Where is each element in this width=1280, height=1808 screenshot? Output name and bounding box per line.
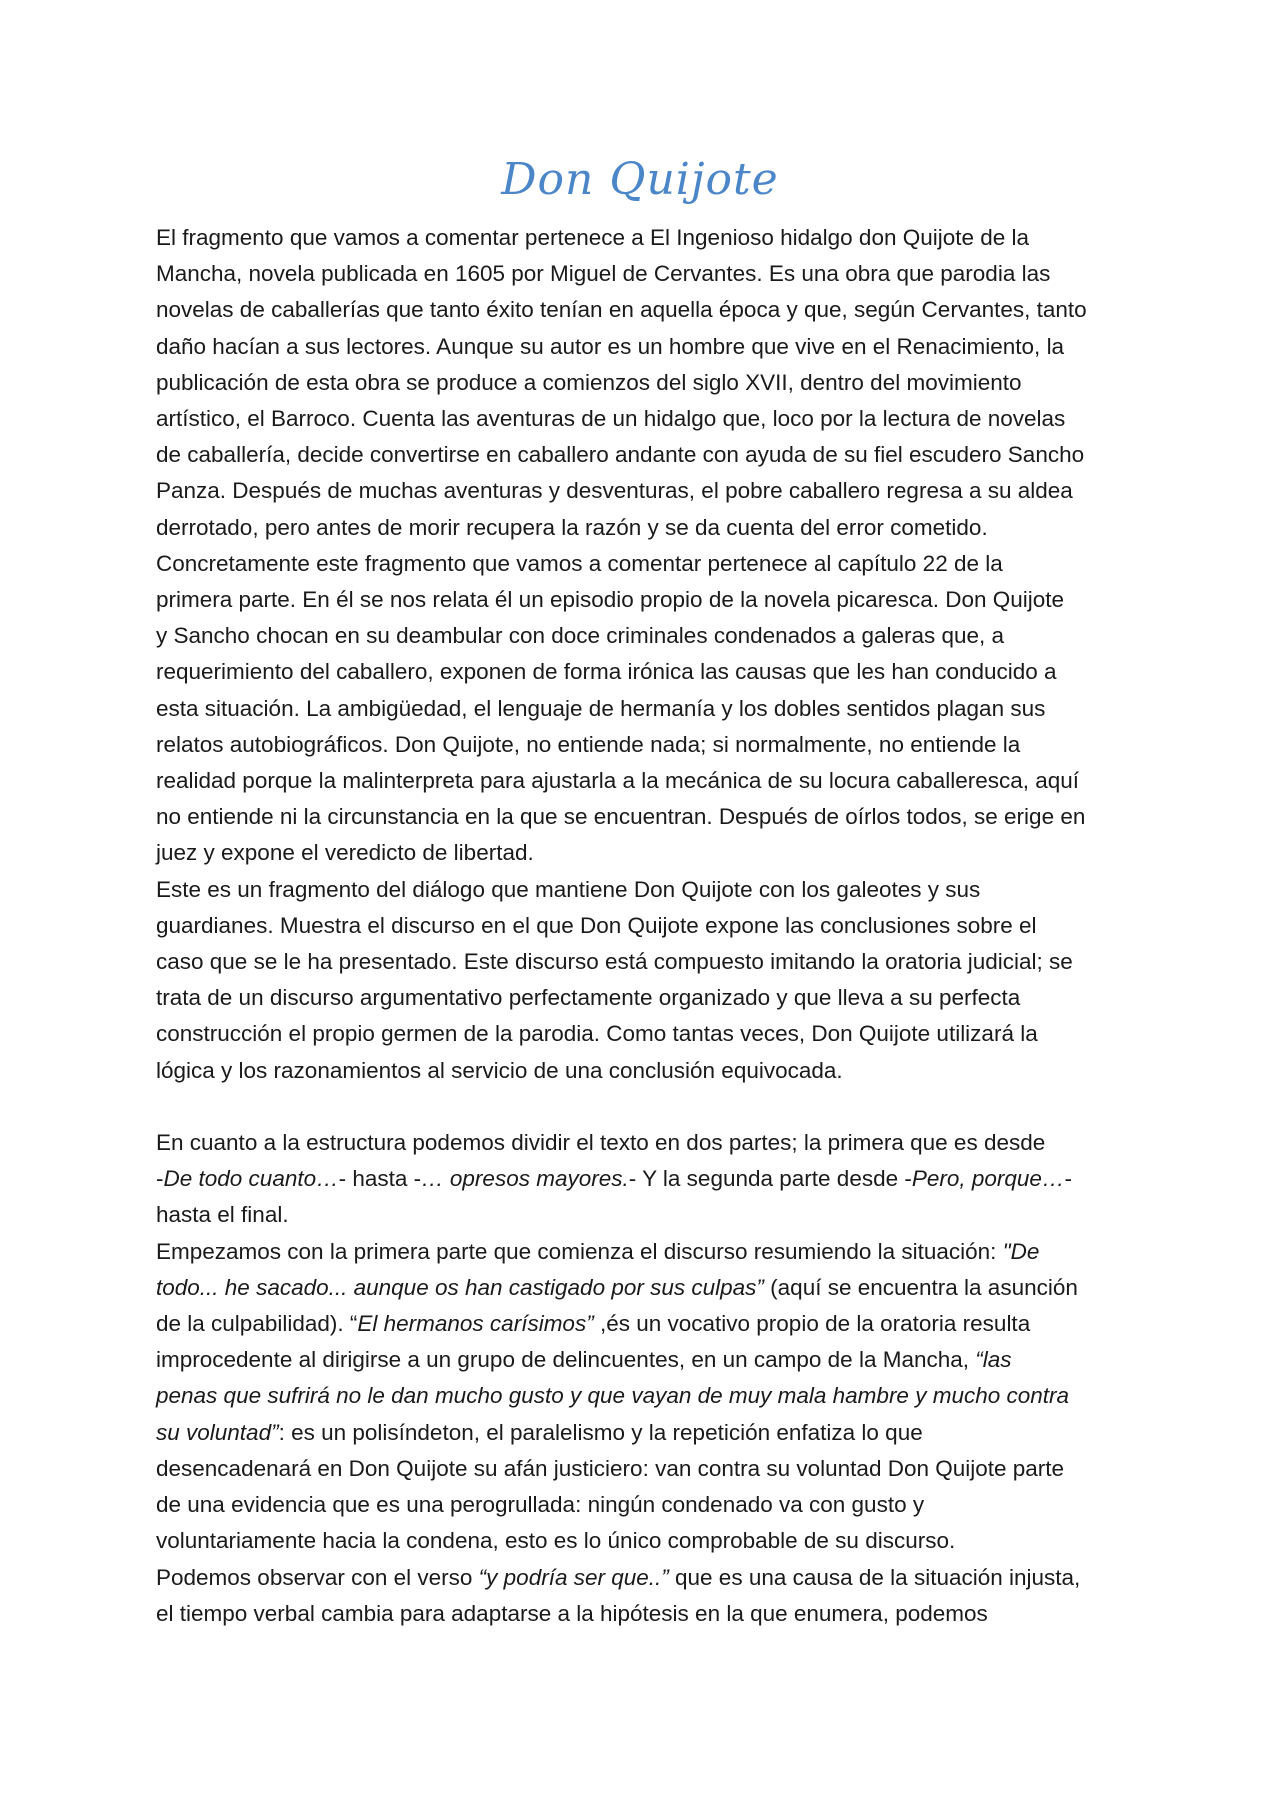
text-line: el tiempo verbal cambia para adaptarse a la hipótesis en la que enumera, podemos <box>156 1600 988 1626</box>
text-line: hasta el final. <box>156 1202 289 1228</box>
text-line: daño hacían a sus lectores. Aunque su autor es un hombre que vive en el Renacimiento, la <box>156 333 1065 359</box>
text-span: Podemos observar con el verso <box>156 1564 479 1590</box>
text-span: - <box>1064 1166 1072 1192</box>
text-line: y Sancho chocan en su deambular con doce criminales condenados a galeras que, a <box>156 623 1005 649</box>
text-line: primera parte. En él se nos relata él un episodio propio de la novela picaresca. Don Quijote <box>156 587 1065 613</box>
text-line: Mancha, novela publicada en 1605 por Miguel de Cervantes. Es una obra que parodia las <box>156 261 1051 287</box>
text-line: trata de un discurso argumentativo perfectamente organizado y que lleva a su perfecta <box>156 985 1021 1011</box>
document-body <box>156 220 1136 1632</box>
paragraph-first-part <box>156 1234 1136 1560</box>
paragraph-verse-analysis <box>156 1560 1136 1632</box>
text-line <box>156 1161 1136 1197</box>
text-line: El fragmento que vamos a comentar pertenece a El Ingenioso hidalgo don Quijote de la <box>156 225 1030 250</box>
quote-span: “y podría ser que..” <box>478 1564 669 1590</box>
quote-span: El hermanos carísimos” <box>357 1311 594 1337</box>
text-span: - Y la segunda parte desde - <box>628 1166 912 1192</box>
text-line <box>156 1234 1136 1270</box>
quote-span: su voluntad” <box>156 1419 279 1445</box>
text-line <box>156 1415 1136 1451</box>
quote-span: De todo cuanto… <box>163 1166 339 1192</box>
text-line: de una evidencia que es una perogrullada: ningún condenado va con gusto y <box>156 1492 925 1518</box>
paragraph-fragment-context <box>156 872 1136 1089</box>
text-span: - hasta - <box>338 1166 422 1192</box>
text-line: no entiende ni la circunstancia en la que se encuentran. Después de oírlos todos, se erige en <box>156 804 1086 830</box>
text-line: novelas de caballerías que tanto éxito tenían en aquella época y que, según Cervantes, tanto <box>156 297 1087 323</box>
text-line <box>156 1342 1136 1378</box>
quote-span: penas que sufrirá no le dan mucho gusto y que vayan de muy mala hambre y mucho contra <box>156 1383 1070 1409</box>
text-line <box>156 1306 1136 1342</box>
text-span: improcedente al dirigirse a un grupo de delincuentes, en un campo de la Mancha, <box>156 1347 976 1373</box>
text-line: Concretamente este fragmento que vamos a comentar pertenece al capítulo 22 de la <box>156 550 1003 576</box>
text-line: derrotado, pero antes de morir recupera la razón y se da cuenta del error cometido. <box>156 514 988 540</box>
text-span: que es una causa de la situación injusta, <box>668 1564 1081 1590</box>
paragraph-structure <box>156 1125 1136 1234</box>
text-line: construcción el propio germen de la parodia. Como tantas veces, Don Quijote utilizará la <box>156 1021 1038 1047</box>
text-line: de caballería, decide convertirse en caballero andante con ayuda de su fiel escudero Sancho <box>156 442 1085 468</box>
text-line: Este es un fragmento del diálogo que mantiene Don Quijote con los galeotes y sus <box>156 876 981 902</box>
text-line <box>156 1270 1136 1306</box>
text-line <box>156 1378 1136 1414</box>
text-line: lógica y los razonamientos al servicio de una conclusión equivocada. <box>156 1057 843 1083</box>
text-span: : es un polisíndeton, el paralelismo y la repetición enfatiza lo que <box>278 1419 923 1445</box>
paragraph-gap <box>156 1089 1136 1125</box>
quote-span: Pero, porque… <box>911 1166 1065 1192</box>
text-line: guardianes. Muestra el discurso en el que Don Quijote expone las conclusiones sobre el <box>156 912 1037 938</box>
text-line: Panza. Después de muchas aventuras y desventuras, el pobre caballero regresa a su aldea <box>156 478 1073 504</box>
text-line: caso que se le ha presentado. Este discurso está compuesto imitando la oratoria judicial; se <box>156 949 1073 975</box>
text-line: publicación de esta obra se produce a comienzos del siglo XVII, dentro del movimiento <box>156 369 1022 395</box>
text-span: (aquí se encuentra la asunción <box>763 1274 1078 1300</box>
paragraph-introduction <box>156 220 1136 872</box>
text-line: voluntariamente hacia la condena, esto es lo único comprobable de su discurso. <box>156 1528 956 1554</box>
text-line <box>156 1560 1136 1596</box>
text-line: En cuanto a la estructura podemos dividir el texto en dos partes; la primera que es desde <box>156 1130 1046 1156</box>
text-span: - <box>156 1166 164 1192</box>
quote-span: “las <box>975 1347 1012 1373</box>
text-span: Empezamos con la primera parte que comienza el discurso resumiendo la situación: <box>156 1238 1003 1264</box>
document-title: Don Quijote <box>501 154 779 205</box>
text-line: requerimiento del caballero, exponen de forma irónica las causas que les han conducido a <box>156 659 1057 685</box>
text-line: relatos autobiográficos. Don Quijote, no entiende nada; si normalmente, no entiende la <box>156 731 1021 757</box>
text-line: artístico, el Barroco. Cuenta las aventuras de un hidalgo que, loco por la lectura de novelas <box>156 406 1066 432</box>
text-line: desencadenará en Don Quijote su afán justiciero: van contra su voluntad Don Quijote parte <box>156 1455 1065 1481</box>
text-span: ,és un vocativo propio de la oratoria resulta <box>593 1311 1031 1337</box>
text-line: juez y expone el veredicto de libertad. <box>156 840 534 866</box>
text-line: esta situación. La ambigüedad, el lenguaje de hermanía y los dobles sentidos plagan sus <box>156 695 1046 721</box>
text-line: realidad porque la malinterpreta para ajustarla a la mecánica de su locura caballeresca, aquí <box>156 768 1080 794</box>
quote-span: … opresos mayores. <box>421 1166 629 1192</box>
quote-span: "De <box>1002 1238 1040 1264</box>
quote-span: todo... he sacado... aunque os han castigado por sus culpas” <box>156 1274 764 1300</box>
text-span: de la culpabilidad). “ <box>156 1311 358 1337</box>
